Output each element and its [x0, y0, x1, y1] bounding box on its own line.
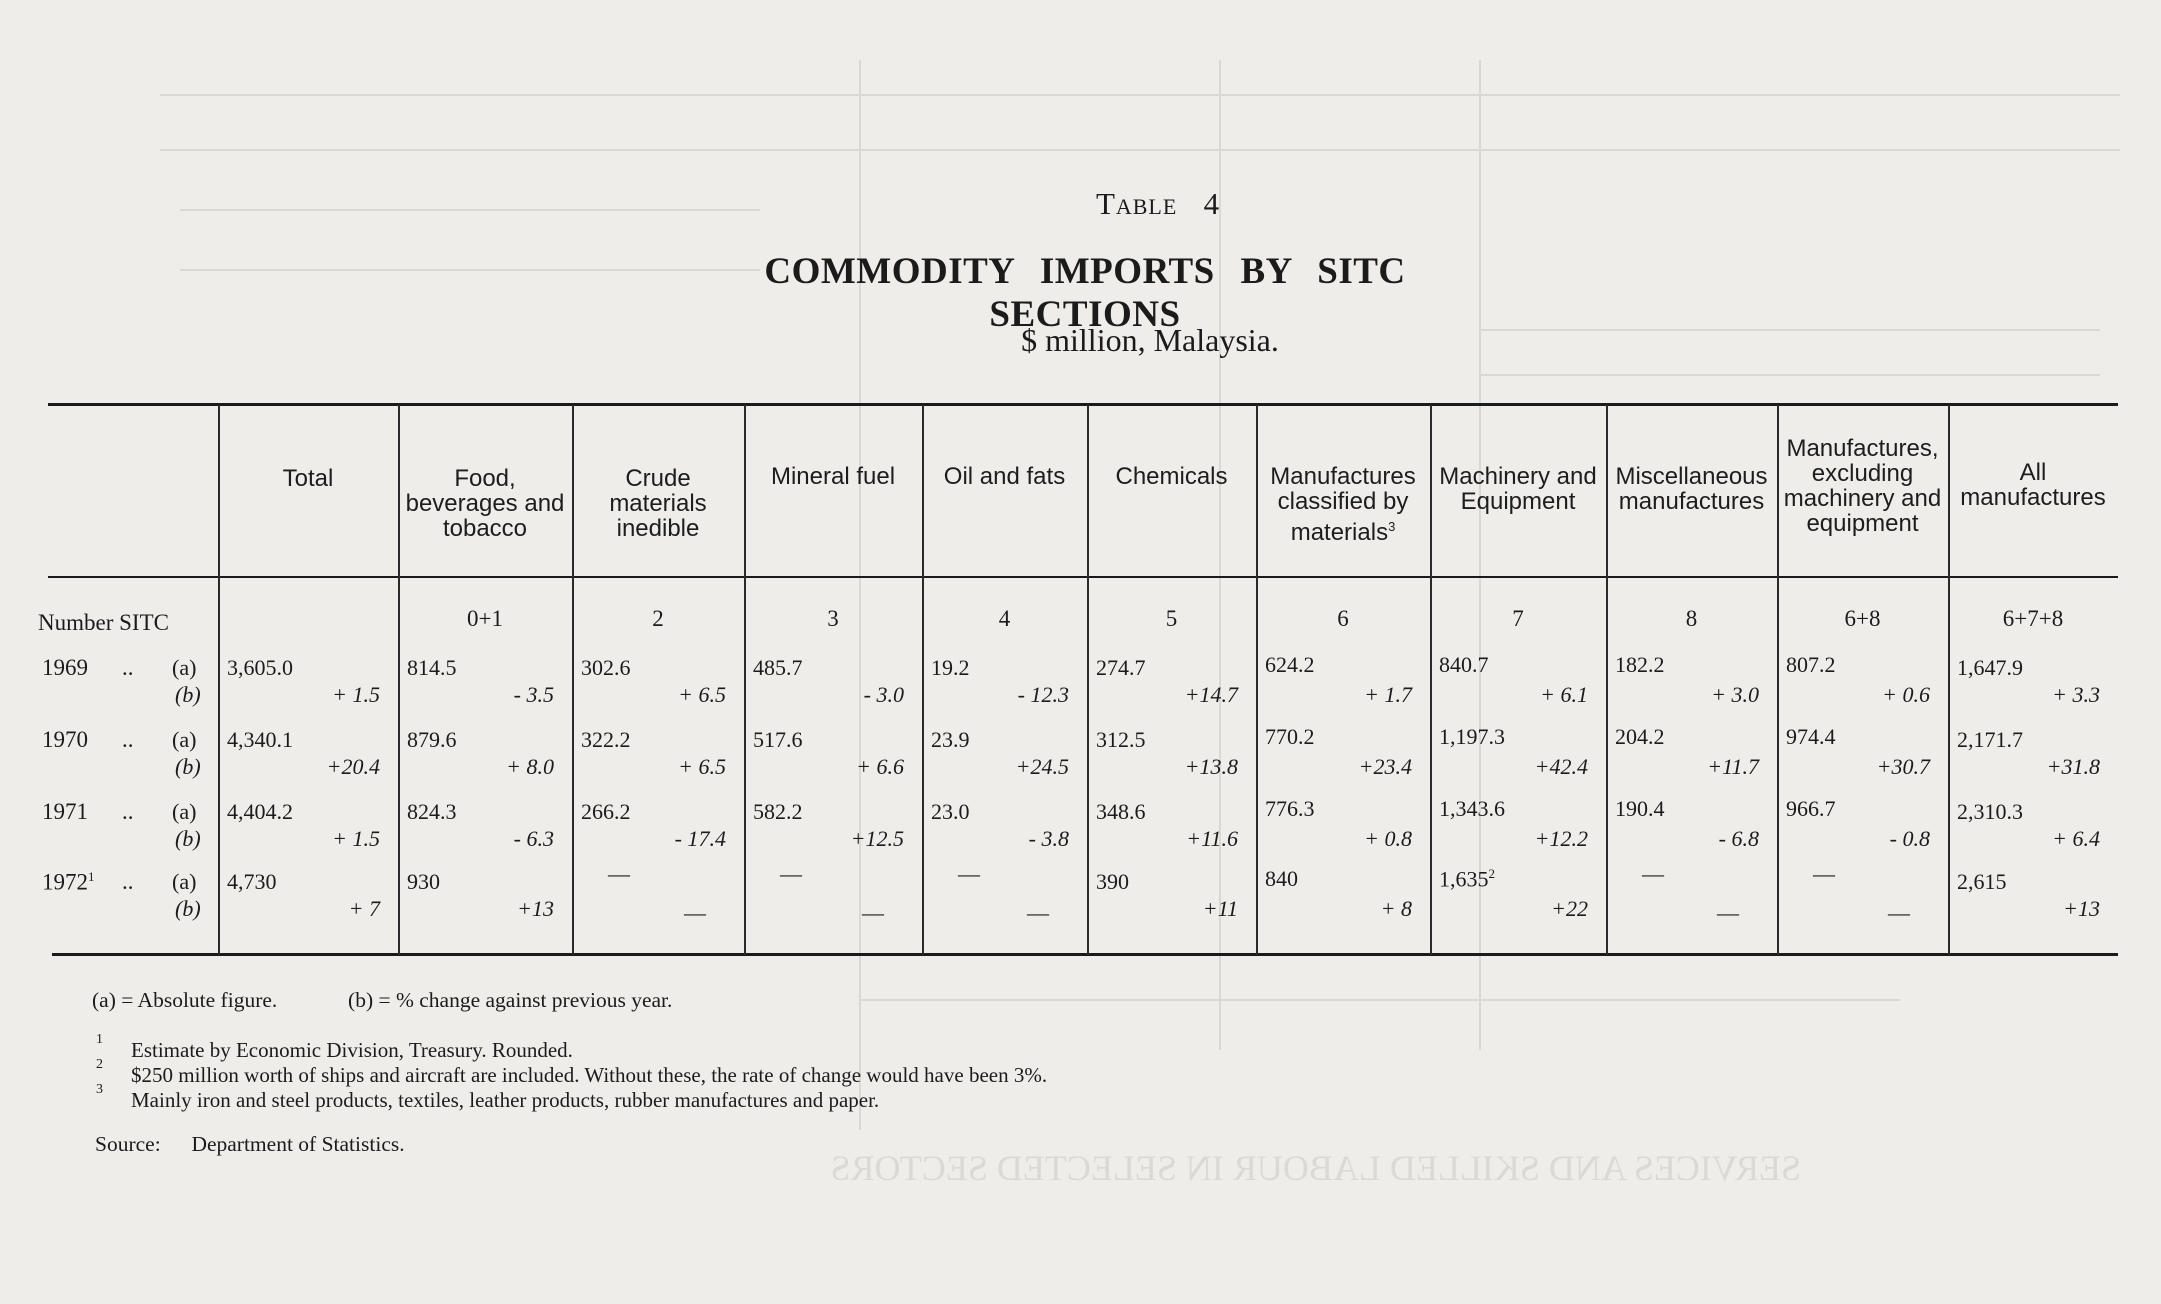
column-header-label: Total [282, 465, 334, 492]
source-text: Department of Statistics. [191, 1132, 405, 1156]
percent-change: + 3.3 [2052, 682, 2100, 707]
percent-change: +13.8 [1184, 754, 1238, 779]
sitc-number: 4 [998, 606, 1011, 631]
absolute-value-text: 582.2 [753, 799, 803, 824]
absolute-value-text: 182.2 [1615, 652, 1665, 677]
percent-change: + 1.5 [332, 682, 380, 707]
percent-change: +11.7 [1707, 754, 1759, 779]
column-rule [922, 405, 924, 955]
sitc-number: 6+7+8 [2002, 606, 2064, 631]
legend-b: (b) = % change against previous year. [348, 988, 673, 1012]
percent-change: +14.7 [1184, 682, 1238, 707]
row-mark-a: (a) [172, 655, 197, 680]
column-rule [398, 405, 400, 955]
column-header [1262, 464, 1424, 545]
absolute-value [1786, 652, 1836, 678]
percent-change: + 8 [1380, 896, 1412, 921]
table-top-rule [48, 403, 2118, 406]
absolute-value-text: 879.6 [407, 727, 457, 752]
percent-change: +42.4 [1534, 754, 1588, 779]
percent-change: +23.4 [1358, 754, 1412, 779]
percent-change: +11 [1202, 896, 1238, 921]
column-header [1612, 464, 1771, 514]
percent-change: + 6.4 [2052, 826, 2100, 851]
column-header [224, 466, 392, 491]
absolute-value-dash: — [780, 861, 802, 886]
header-bottom-rule [48, 576, 2118, 578]
percent-change: + 3.0 [1711, 682, 1759, 707]
percent-change: +31.8 [2046, 754, 2100, 779]
row-year [42, 869, 95, 896]
percent-change: + 8.0 [506, 754, 554, 779]
absolute-value-text: 2,171.7 [1957, 727, 2023, 752]
absolute-value-text: 266.2 [581, 799, 631, 824]
sitc-number: 2 [652, 606, 664, 631]
percent-change: - 17.4 [674, 826, 726, 851]
percent-change: + 1.7 [1364, 682, 1412, 707]
percent-change: +20.4 [326, 754, 380, 779]
absolute-value [407, 727, 457, 753]
column-header-label: All manufactures [1960, 459, 2106, 511]
absolute-value [753, 727, 803, 753]
absolute-value [753, 655, 803, 681]
footnote-mark: 1 [88, 869, 95, 884]
table-number-value: 4 [1203, 186, 1221, 221]
row-dots: .. [122, 655, 134, 680]
absolute-value-text: 824.3 [407, 799, 457, 824]
column-rule [744, 405, 746, 955]
percent-change: +12.5 [850, 826, 904, 851]
absolute-value [227, 799, 293, 825]
percent-change: - 3.5 [513, 682, 554, 707]
column-header-label: Manufactures, excluding machinery and equipment [1783, 435, 1942, 537]
absolute-value-text: 348.6 [1096, 799, 1146, 824]
absolute-value [1096, 799, 1146, 825]
footnote-marker: 1 [96, 1032, 103, 1047]
absolute-value-text: 966.7 [1786, 796, 1836, 821]
absolute-value [1439, 724, 1505, 750]
absolute-value [227, 869, 277, 895]
legend-a: (a) = Absolute figure. [92, 988, 278, 1012]
percent-change-dash: — [1717, 900, 1739, 925]
percent-change-dash: — [1888, 900, 1910, 925]
absolute-value-text: 23.9 [931, 727, 970, 752]
column-rule [1087, 405, 1089, 955]
absolute-value [407, 799, 457, 825]
footnote-marker: 3 [96, 1082, 103, 1097]
column-header [1783, 436, 1942, 536]
row-dots: .. [122, 869, 134, 894]
absolute-value [1096, 869, 1129, 895]
absolute-value-text: 23.0 [931, 799, 970, 824]
column-header-label: Manufactures classified by materials [1270, 463, 1416, 546]
sitc-number: 3 [827, 606, 839, 631]
column-header [1436, 464, 1600, 514]
absolute-value-text: 4,340.1 [227, 727, 293, 752]
percent-change: + 0.6 [1882, 682, 1930, 707]
percent-change: + 6.1 [1540, 682, 1588, 707]
table-subtitle: $ million, Malaysia. [1021, 322, 1279, 358]
sitc-number: 8 [1685, 606, 1698, 631]
absolute-value [1439, 866, 1495, 892]
column-rule [1256, 405, 1258, 955]
percent-change: +12.2 [1534, 826, 1588, 851]
column-rule [1948, 405, 1950, 955]
percent-change: - 3.0 [863, 682, 904, 707]
absolute-value [1096, 727, 1146, 753]
absolute-value [407, 869, 440, 895]
absolute-value-text: 807.2 [1786, 652, 1836, 677]
absolute-value-text: 190.4 [1615, 796, 1665, 821]
column-header-label: Machinery and Equipment [1439, 463, 1597, 515]
absolute-value [1786, 724, 1836, 750]
column-rule [572, 405, 574, 955]
absolute-value-text: 1,343.6 [1439, 796, 1505, 821]
table-label: Table [1095, 186, 1178, 221]
absolute-value-dash: — [608, 861, 630, 886]
row-year [42, 655, 88, 681]
footnote-mark: 3 [1388, 519, 1396, 534]
column-header-label: Oil and fats [943, 463, 1066, 490]
percent-change: - 0.8 [1889, 826, 1930, 851]
absolute-value-dash: — [958, 861, 980, 886]
absolute-value-text: 770.2 [1265, 724, 1315, 749]
year-label: 1971 [42, 799, 88, 824]
absolute-value [1096, 655, 1146, 681]
row-mark-b: (b) [175, 896, 201, 921]
percent-change-dash: — [1027, 900, 1049, 925]
absolute-value-text: 204.2 [1615, 724, 1665, 749]
percent-change: + 1.5 [332, 826, 380, 851]
absolute-value-text: 840.7 [1439, 652, 1489, 677]
percent-change-dash: — [862, 900, 884, 925]
absolute-value-dash: — [1813, 861, 1835, 886]
column-rule [1430, 405, 1432, 955]
percent-change: + 6.5 [678, 682, 726, 707]
percent-change: + 0.8 [1364, 826, 1412, 851]
absolute-value-text: 3,605.0 [227, 655, 293, 680]
column-header-label: Miscellaneous manufactures [1615, 463, 1768, 515]
absolute-value [227, 655, 293, 681]
column-header-label: Food, beverages and tobacco [405, 465, 565, 542]
absolute-value-text: 814.5 [407, 655, 457, 680]
absolute-value [1615, 796, 1665, 822]
absolute-value-text: 4,404.2 [227, 799, 293, 824]
absolute-value-text: 1,635 [1439, 866, 1489, 892]
row-mark-b: (b) [175, 682, 201, 707]
absolute-value-text: 274.7 [1096, 655, 1146, 680]
absolute-value-text: 1,197.3 [1439, 724, 1505, 749]
row-year [42, 799, 88, 825]
sitc-number: 7 [1512, 606, 1524, 631]
sitc-number: 6 [1337, 606, 1349, 631]
absolute-value [581, 799, 631, 825]
sitc-number: 0+1 [467, 606, 503, 631]
absolute-value-text: 974.4 [1786, 724, 1836, 749]
absolute-value-text: 2,615 [1957, 869, 2007, 894]
percent-change: - 6.3 [513, 826, 554, 851]
absolute-value [1957, 869, 2007, 895]
absolute-value-text: 302.6 [581, 655, 631, 680]
column-header [578, 466, 738, 541]
absolute-value [407, 655, 457, 681]
absolute-value [1265, 724, 1315, 750]
absolute-value-text: 2,310.3 [1957, 799, 2023, 824]
absolute-value [581, 655, 631, 681]
absolute-value [931, 655, 970, 681]
absolute-value-text: 776.3 [1265, 796, 1315, 821]
absolute-value [1265, 866, 1298, 892]
percent-change: + 6.6 [856, 754, 904, 779]
percent-change: +22 [1551, 896, 1588, 921]
percent-change: + 7 [348, 896, 380, 921]
row-dots: .. [122, 799, 134, 824]
absolute-value [1439, 652, 1489, 678]
percent-change: +13 [517, 896, 554, 921]
percent-change: + 6.5 [678, 754, 726, 779]
absolute-value [581, 727, 631, 753]
row-dots: .. [122, 727, 134, 752]
percent-change-dash: — [684, 900, 706, 925]
percent-change: +13 [2063, 896, 2100, 921]
table-number [1058, 186, 1258, 222]
percent-change: +24.5 [1015, 754, 1069, 779]
footnote-mark: 2 [1488, 866, 1495, 881]
footnote-text: $250 million worth of ships and aircraft are included. Without these, the rate of change would have been 3%. [131, 1063, 1048, 1087]
column-header [928, 464, 1081, 489]
column-rule [1606, 405, 1608, 955]
source-label: Source: [95, 1132, 161, 1156]
absolute-value [1957, 655, 2023, 681]
absolute-value [931, 727, 970, 753]
row-header-label: Number SITC [38, 610, 169, 635]
column-header-label: Mineral fuel [770, 463, 896, 490]
absolute-value [1265, 796, 1315, 822]
column-header [750, 464, 916, 489]
source-line [95, 1132, 405, 1157]
table-bottom-rule [52, 953, 2118, 956]
percent-change: - 12.3 [1017, 682, 1069, 707]
row-mark-a: (a) [172, 869, 197, 894]
footnote-marker: 2 [96, 1057, 103, 1072]
absolute-value [1957, 799, 2023, 825]
year-label: 1969 [42, 655, 88, 680]
absolute-value-text: 4,730 [227, 869, 277, 894]
absolute-value [753, 799, 803, 825]
absolute-value-text: 517.6 [753, 727, 803, 752]
absolute-value-text: 930 [407, 869, 440, 894]
row-mark-a: (a) [172, 799, 197, 824]
year-label: 1972 [42, 869, 88, 895]
row-year [42, 727, 88, 753]
absolute-value [1957, 727, 2023, 753]
percent-change: +11.6 [1186, 826, 1238, 851]
column-header-label: Crude materials inedible [609, 465, 707, 542]
row-mark-a: (a) [172, 727, 197, 752]
absolute-value [1615, 724, 1665, 750]
absolute-value-text: 840 [1265, 866, 1298, 891]
column-rule [1777, 405, 1779, 955]
row-mark-b: (b) [175, 754, 201, 779]
column-header-label: Chemicals [1115, 463, 1228, 490]
footnote-text: Estimate by Economic Division, Treasury. Rounded. [131, 1038, 573, 1062]
absolute-value [931, 799, 970, 825]
table-title: COMMODITY IMPORTS BY SITC SECTIONS [764, 251, 1406, 335]
percent-change: - 6.8 [1718, 826, 1759, 851]
legend [92, 988, 672, 1013]
sitc-number: 6+8 [1844, 606, 1881, 631]
absolute-value-text: 19.2 [931, 655, 970, 680]
percent-change: +30.7 [1876, 754, 1930, 779]
percent-change: - 3.8 [1028, 826, 1069, 851]
column-header [404, 466, 566, 541]
column-header [1093, 464, 1250, 489]
column-rule [218, 405, 220, 955]
footnote-text: Mainly iron and steel products, textiles, leather products, rubber manufactures and paper. [131, 1088, 880, 1112]
absolute-value-text: 390 [1096, 869, 1129, 894]
absolute-value [1265, 652, 1315, 678]
absolute-value-text: 312.5 [1096, 727, 1146, 752]
absolute-value [227, 727, 293, 753]
absolute-value-dash: — [1642, 861, 1664, 886]
svg-text:SERVICES AND SKILLED LABOUR IN: SERVICES AND SKILLED LABOUR IN SELECTED SECTORS [830, 1148, 1801, 1188]
sitc-number: 5 [1165, 606, 1178, 631]
year-label: 1970 [42, 727, 88, 752]
row-mark-b: (b) [175, 826, 201, 851]
absolute-value [1439, 796, 1505, 822]
absolute-value-text: 624.2 [1265, 652, 1315, 677]
absolute-value-text: 485.7 [753, 655, 803, 680]
column-header [1954, 460, 2112, 510]
absolute-value-text: 1,647.9 [1957, 655, 2023, 680]
absolute-value [1786, 796, 1836, 822]
absolute-value-text: 322.2 [581, 727, 631, 752]
absolute-value [1615, 652, 1665, 678]
